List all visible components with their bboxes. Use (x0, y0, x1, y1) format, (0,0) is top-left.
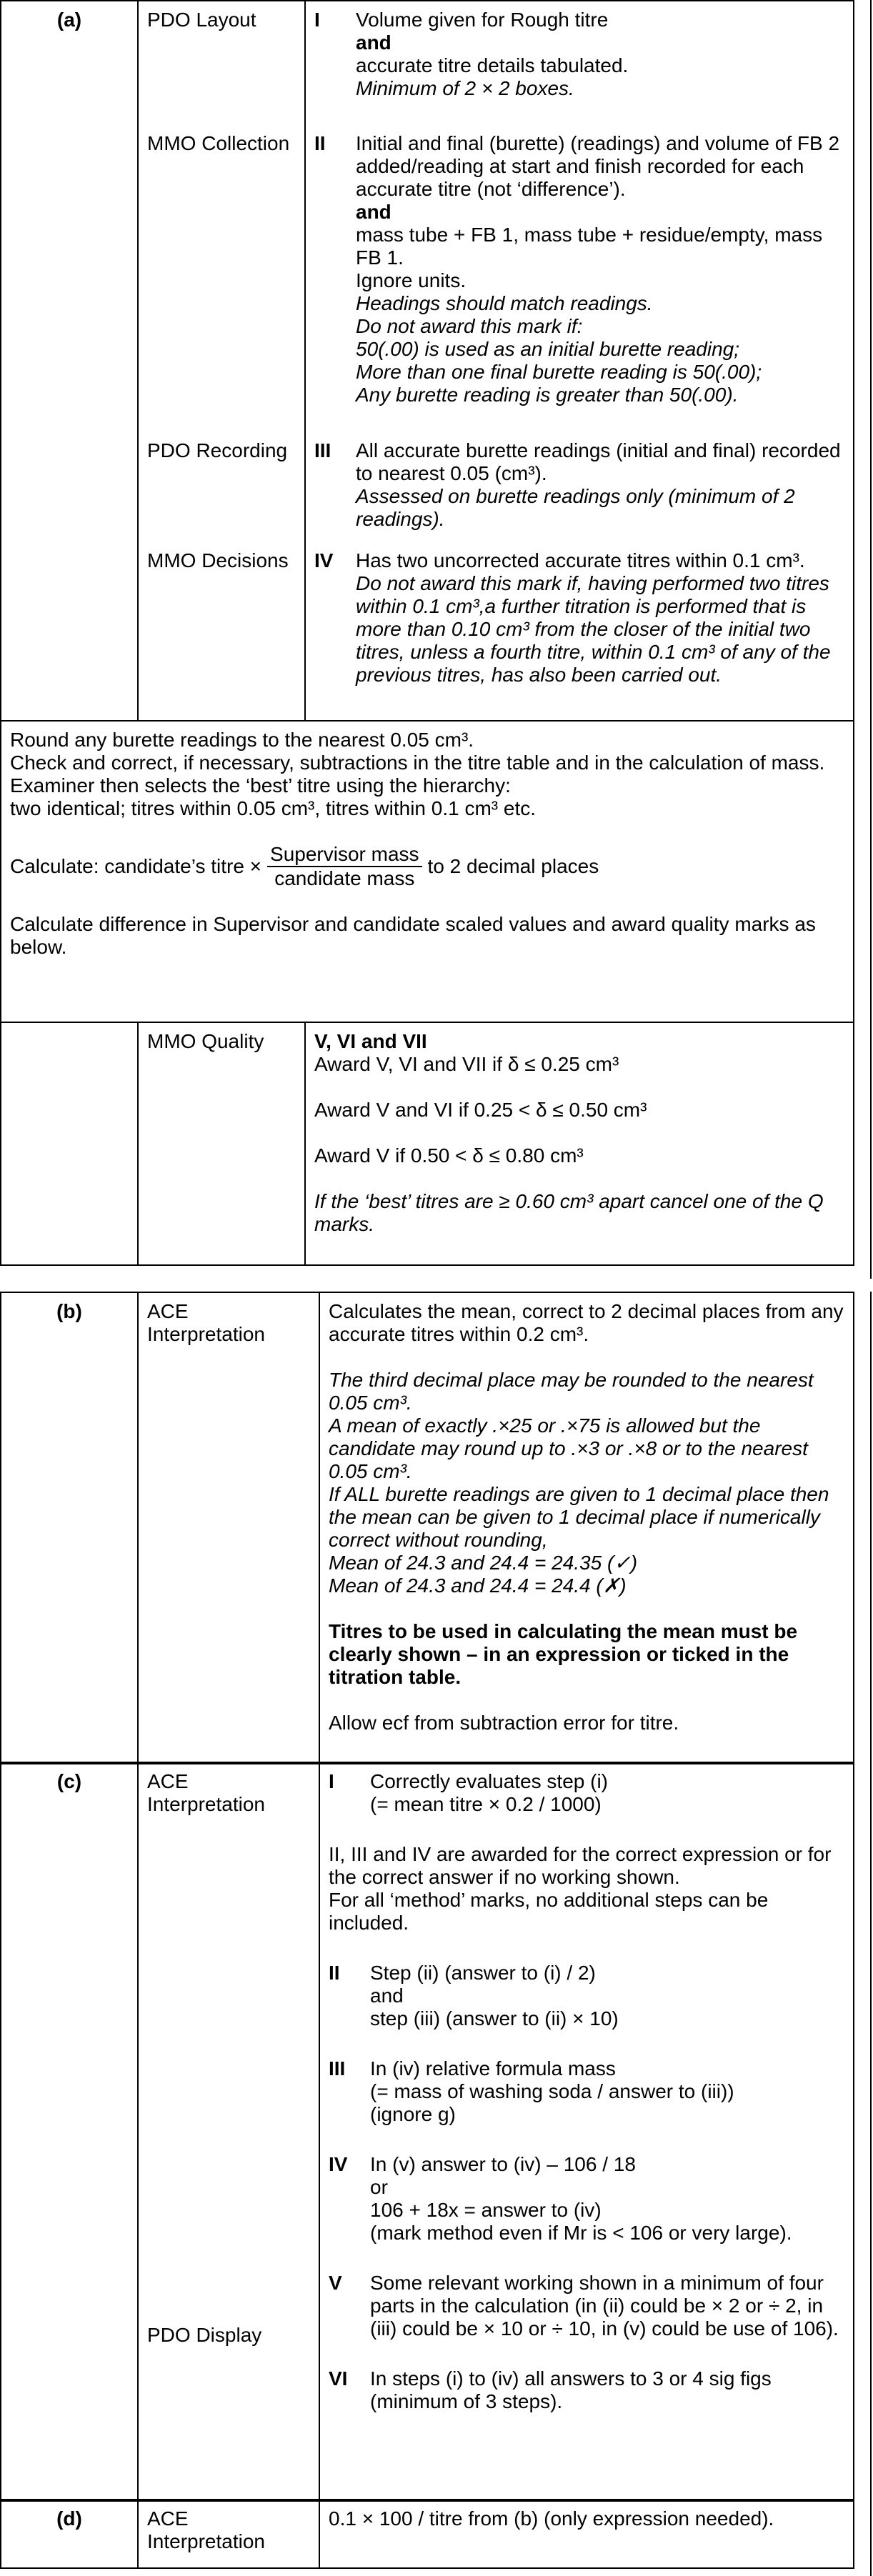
criterion-text (370, 1770, 844, 1816)
marking-notes (1, 721, 854, 1022)
criterion-line: and (356, 31, 391, 54)
criterion-line: step (iii) (answer to (ii) × 10) (370, 2007, 619, 2030)
criterion-line: In (v) answer to (iv) – 106 / 18 (370, 2153, 636, 2175)
criterion-line: Mean of 24.3 and 24.4 = 24.35 (✓) (329, 1552, 638, 1574)
criterion-cell (305, 125, 854, 432)
criterion-cell (305, 432, 854, 542)
skill-label: ACE Interpretation (147, 1770, 265, 1815)
note-line: two identical; titres within 0.05 cm³, titres within 0.1 cm³ etc. (10, 797, 537, 819)
part-label: (d) (1, 2500, 138, 2568)
mark-number: V (329, 2272, 342, 2294)
skill-label: ACE Interpretation (138, 2500, 319, 2568)
criterion-line: Minimum of 2 × 2 boxes. (356, 77, 574, 99)
skill-label: PDO Recording (138, 432, 305, 542)
scaling-formula (10, 843, 844, 890)
table-part-a (0, 0, 854, 1266)
skill-label: MMO Decisions (138, 542, 305, 721)
table-part-d (0, 2499, 854, 2569)
criterion-line: accurate titre details tabulated. (356, 54, 629, 76)
fraction-denominator: candidate mass (274, 867, 415, 889)
quality-line: Award V if 0.50 < δ ≤ 0.80 cm³ (314, 1144, 584, 1167)
criterion-line: Step (ii) (answer to (i) / 2) (370, 1962, 596, 1984)
skill-label: MMO Quality (138, 1022, 305, 1265)
criterion-text (370, 1962, 844, 2030)
criterion-text (319, 1292, 854, 1764)
page-edge-line (870, 1292, 872, 2576)
part-label: (c) (1, 1762, 138, 2501)
criterion-item (329, 1770, 844, 1816)
criterion-line: (mark method even if Mr is < 106 or very large). (370, 2222, 792, 2244)
skill-column (138, 1762, 319, 2501)
quality-line: Award V, VI and VII if δ ≤ 0.25 cm³ (314, 1053, 619, 1075)
skill-label-display: PDO Display (147, 2324, 262, 2346)
note-line: Examiner then selects the ‘best’ titre using the hierarchy: (10, 774, 511, 797)
criterion-item (329, 2367, 844, 2413)
criterion-line: and (356, 201, 391, 223)
mark-number: IV (314, 549, 334, 571)
criterion-line: 50(.00) is used as an initial burette reading; (356, 338, 739, 360)
criterion-item (329, 1843, 844, 1935)
criterion-cell (305, 1, 854, 125)
skill-label: PDO Layout (138, 1, 305, 125)
mark-number: VI (329, 2367, 348, 2390)
criterion-cell (305, 542, 854, 721)
criterion-line: (= mean titre × 0.2 / 1000) (370, 1793, 602, 1815)
criterion-line: Correctly evaluates step (i) (370, 1770, 609, 1792)
criterion-line: Do not award this mark if, having performed two titres within 0.1 cm³,a further titration is performed that is more than 0.10 cm³ from the closer of the initial two titres, unless a fourth titre, within 0.1 cm³ of any of the previous titres, has also been carried out. (356, 572, 831, 686)
table-part-b (0, 1292, 854, 1764)
criterion-line: The third decimal place may be rounded to the nearest 0.05 cm³. (329, 1369, 814, 1414)
mark-number: II (314, 132, 326, 154)
criterion-line: Any burette reading is greater than 50(.00). (356, 384, 739, 406)
criterion-line: For all ‘method’ marks, no additional steps can be included. (329, 1889, 769, 1934)
criterion-line: If ALL burette readings are given to 1 decimal place then the mean can be given to 1 decimal place if numerically correct without rounding, (329, 1483, 829, 1551)
mark-number: III (329, 2057, 346, 2080)
mass-ratio-fraction (267, 843, 422, 890)
criterion-line: In (iv) relative formula mass (370, 2057, 616, 2080)
criterion-line: Mean of 24.3 and 24.4 = 24.4 (✗) (329, 1574, 627, 1597)
fraction-numerator: Supervisor mass (267, 843, 422, 867)
criterion-list (319, 1762, 854, 2501)
criterion-item (329, 2272, 844, 2340)
part-label: (b) (1, 1292, 138, 1764)
mark-number: I (314, 9, 320, 31)
criterion-line: Initial and final (burette) (readings) and volume of FB 2 added/reading at start and finish recorded for each accurate titre (not ‘difference’). (356, 132, 840, 200)
formula-prefix: Calculate: candidate’s titre × (10, 855, 262, 877)
criterion-text (356, 9, 844, 100)
criterion-line: Headings should match readings. (356, 292, 653, 314)
criterion-line: and (370, 1985, 404, 2007)
criterion-text (356, 549, 844, 687)
criterion-line: Some relevant working shown in a minimum of four parts in the calculation (in (ii) could be × 2 or ÷ 2, in (iii) could be × 10 or ÷ 10, in (v) could be use of 106). (370, 2272, 839, 2340)
note-line: Calculate difference in Supervisor and candidate scaled values and award quality marks as below. (10, 913, 816, 958)
quality-criteria (305, 1022, 854, 1265)
criterion-text (329, 1843, 844, 1935)
note-line: Round any burette readings to the nearest 0.05 cm³. (10, 729, 474, 751)
table-part-c (0, 1762, 854, 2502)
criterion-line: In steps (i) to (iv) all answers to 3 or 4 sig figs (minimum of 3 steps). (370, 2367, 772, 2412)
criterion-text (370, 2153, 844, 2245)
criterion-line: (ignore g) (370, 2103, 456, 2125)
criterion-text (370, 2367, 844, 2413)
criterion-text (356, 439, 844, 531)
criterion-line: Volume given for Rough titre (356, 9, 609, 31)
criterion-line: Do not award this mark if: (356, 315, 583, 337)
criterion-line: 106 + 18x = answer to (iv) (370, 2199, 602, 2221)
part-label: (a) (1, 1, 138, 721)
quality-line: Award V and VI if 0.25 < δ ≤ 0.50 cm³ (314, 1099, 647, 1121)
formula-suffix: to 2 decimal places (427, 855, 599, 877)
criterion-line: or (370, 2176, 388, 2198)
skill-label: MMO Collection (138, 125, 305, 432)
mark-number: III (314, 439, 331, 461)
quality-line: If the ‘best’ titres are ≥ 0.60 cm³ apart cancel one of the Q marks. (314, 1190, 824, 1235)
criterion-line: All accurate burette readings (initial and final) recorded to nearest 0.05 (cm³). (356, 439, 841, 484)
criterion-line: mass tube + FB 1, mass tube + residue/empty, mass FB 1. (356, 224, 823, 269)
criterion-line: (= mass of washing soda / answer to (iii)) (370, 2080, 734, 2102)
criterion-line: Ignore units. (356, 269, 467, 291)
criterion-line: Calculates the mean, correct to 2 decimal places from any accurate titres within 0.2 cm³. (329, 1300, 844, 1345)
criterion-line: Has two uncorrected accurate titres within 0.1 cm³. (356, 549, 805, 571)
criterion-line: Titres to be used in calculating the mean must be clearly shown – in an expression or ticked in the titration table. (329, 1620, 798, 1688)
criterion-text (370, 2272, 844, 2340)
criterion-line: Assessed on burette readings only (minimum of 2 readings). (356, 485, 795, 530)
criterion-text (356, 132, 844, 406)
mark-number: II (329, 1962, 340, 1984)
mark-number: IV (329, 2153, 348, 2175)
criterion-item (329, 2057, 844, 2126)
criterion-line: II, III and IV are awarded for the correct expression or for the correct answer if no working shown. (329, 1843, 832, 1888)
skill-label: ACE Interpretation (138, 1292, 319, 1764)
criterion-text (370, 2057, 844, 2126)
page-edge-line (870, 0, 872, 1279)
criterion-item (329, 2153, 844, 2245)
criterion-line: More than one final burette reading is 50(.00); (356, 361, 762, 383)
mark-number: I (329, 1770, 334, 1792)
quality-line: V, VI and VII (314, 1030, 427, 1052)
note-line: Check and correct, if necessary, subtractions in the titre table and in the calculation of mass. (10, 752, 825, 774)
criterion-text: 0.1 × 100 / titre from (b) (only expression needed). (319, 2500, 854, 2568)
criterion-line: Allow ecf from subtraction error for titre. (329, 1712, 679, 1734)
blank-cell (1, 1022, 138, 1265)
criterion-line: A mean of exactly .×25 or .×75 is allowed but the candidate may round up to .×3 or .×8 or to the nearest 0.05 cm³. (329, 1414, 808, 1482)
criterion-item (329, 1962, 844, 2030)
